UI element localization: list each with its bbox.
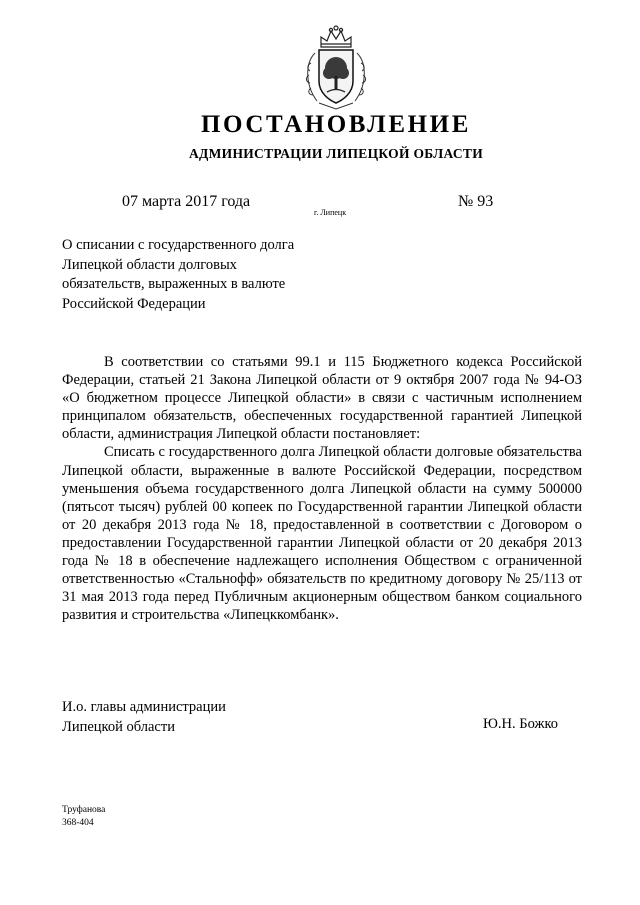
document-title: ПОСТАНОВЛЕНИЕ: [200, 111, 472, 138]
signer-name: Ю.Н. Божко: [483, 716, 559, 732]
document-date: 07 марта 2017 года: [122, 193, 251, 210]
executor-phone: 368-404: [62, 818, 94, 828]
document-number: № 93: [458, 193, 494, 210]
document-city: г. Липецк: [314, 208, 347, 217]
body-paragraph: В соответствии со статьями 99.1 и 115 Бюджетного кодекса Российской Федерации, статьей 21 Закона Липецкой области от 9 октября 2007 года № 94-ОЗ «О бюджетном процессе Липецкой области» в связи с частичным исполнением принципалом обязательств, обеспеченных государственной гарантией Липецкой области, администрация Липецкой области постановляет:: [62, 354, 582, 443]
subject-line: обязательств, выраженных в валюте: [62, 276, 286, 293]
executor-info: [62, 804, 105, 830]
subject-line: Липецкой области долговых: [62, 256, 237, 273]
document-subtitle: АДМИНИСТРАЦИИ ЛИПЕЦКОЙ ОБЛАСТИ: [188, 146, 484, 161]
subject-line: Российской Федерации: [62, 295, 206, 312]
coat-of-arms-icon: [301, 23, 371, 113]
executor-name: Труфанова: [62, 805, 106, 815]
body-paragraph: Списать с государственного долга Липецкой области долговые обязательства Липецкой области, выраженные в валюте Российской Федерации, посредством уменьшения объема государственного долга Липецкой области на сумму 500000 (пятьсот тысяч) рублей 00 копеек по Государственной гарантии Липецкой области от 20 декабря 2013 года № 18, предоставленной в соответствии с Договором о предоставлении Государственной гарантии Липецкой области от 20 декабря 2013 года № 18 в обеспечение надлежащего исполнения Обществом с ограниченной ответственностью «Стальнофф» обязательств по кредитному договору № 25/113 от 31 мая 2013 года перед Публичным акционерным обществом банком социального развития и строительства «Липецккомбанк».: [62, 444, 582, 624]
signer-position-line: Липецкой области: [62, 719, 175, 735]
document-subject: [62, 236, 342, 314]
signer-position-line: И.о. главы администрации: [62, 699, 226, 715]
signer-position: [62, 697, 226, 737]
subject-line: О списании с государственного долга: [62, 237, 295, 253]
document-body: [62, 353, 582, 624]
